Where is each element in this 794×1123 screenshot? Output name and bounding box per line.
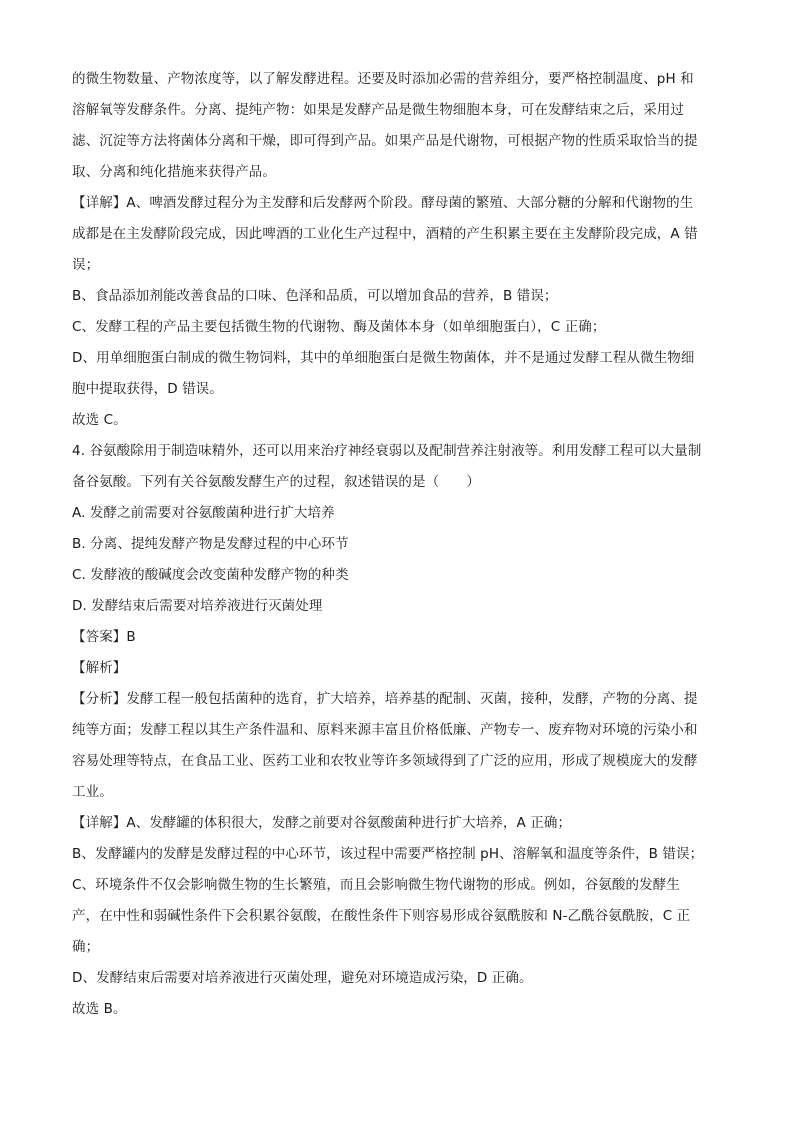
document-page (72, 64, 724, 1025)
answer-conclusion: 故选 B。 (72, 1001, 127, 1017)
text-line: 胞中提取获得，D 错误。 (72, 381, 223, 397)
text-line: 溶解氧等发酵条件。分离、提纯产物：如果是发酵产品是微生物细胞本身，可在发酵结束之后，采用过 (72, 102, 684, 118)
text-line: 的微生物数量、产物浓度等，以了解发酵进程。还要及时添加必需的营养组分，要严格控制温度、pH 和 (72, 71, 694, 87)
text-line: 滤、沉淀等方法将菌体分离和干燥，即可得到产品。如果产品是代谢物，可根据产物的性质采取恰当的提 (72, 133, 698, 149)
text-line: 确； (72, 939, 100, 955)
text-line: 成都是在主发酵阶段完成，因此啤酒的工业化生产过程中，酒精的产生积累主要在主发酵阶段完成，A 错 (72, 226, 698, 242)
detail-heading-line: 【详解】A、发酵罐的体积很大，发酵之前要对谷氨酸菌种进行扩大培养，A 正确； (72, 815, 572, 831)
choice-d: D. 发酵结束后需要对培养液进行灭菌处理 (72, 598, 323, 614)
option-d-explanation: D、用单细胞蛋白制成的微生物饲料，其中的单细胞蛋白是微生物菌体，并不是通过发酵工程从微生物细 (72, 350, 695, 366)
text-line: 产，在中性和弱碱性条件下会积累谷氨酸，在酸性条件下则容易形成谷氨酰胺和 N-乙酰谷氨酰胺，C 正 (72, 908, 691, 924)
question-4-stem: 备谷氨酸。下列有关谷氨酸发酵生产的过程，叙述错误的是（ ） (72, 474, 480, 490)
analysis-paragraph: 【分析】发酵工程一般包括菌种的选育，扩大培养，培养基的配制、灭菌，接种，发酵，产物的分离、提 (72, 691, 698, 707)
choice-a: A. 发酵之前需要对谷氨酸菌种进行扩大培养 (72, 505, 335, 521)
text-line: 容易处理等特点，在食品工业、医药工业和农牧业等许多领域得到了广泛的应用，形成了规模庞大的发酵 (72, 753, 698, 769)
option-d-explanation: D、发酵结束后需要对培养液进行灭菌处理，避免对环境造成污染，D 正确。 (72, 970, 533, 986)
question-4-stem: 4. 谷氨酸除用于制造味精外，还可以用来治疗神经衰弱以及配制营养注射液等。利用发酵工程可以大量制 (72, 443, 702, 459)
option-c-explanation: C、发酵工程的产品主要包括微生物的代谢物、酶及菌体本身（如单细胞蛋白），C 正确； (72, 319, 606, 335)
choice-b: B. 分离、提纯发酵产物是发酵过程的中心环节 (72, 536, 349, 552)
text-line: 取、分离和纯化措施来获得产品。 (72, 164, 276, 180)
text-line: 工业。 (72, 784, 113, 800)
option-b-explanation: B、食品添加剂能改善食品的口味、色泽和品质，可以增加食品的营养，B 错误； (72, 288, 558, 304)
answer-label: 【答案】B (72, 629, 136, 645)
analysis-label: 【解析】 (72, 660, 127, 676)
option-c-explanation: C、环境条件不仅会影响微生物的生长繁殖，而且会影响微生物代谢物的形成。例如，谷氨酸的发酵生 (72, 877, 680, 893)
choice-c: C. 发酵液的酸碱度会改变菌种发酵产物的种类 (72, 567, 349, 583)
answer-conclusion: 故选 C。 (72, 412, 127, 428)
option-b-explanation: B、发酵罐内的发酵是发酵过程的中心环节，该过程中需要严格控制 pH、溶解氧和温度等条件，B 错误； (72, 846, 704, 862)
text-line: 纯等方面；发酵工程以其生产条件温和、原料来源丰富且价格低廉、产物专一、废弃物对环境的污染小和 (72, 722, 698, 738)
detail-heading-line: 【详解】A、啤酒发酵过程分为主发酵和后发酵两个阶段。酵母菌的繁殖、大部分糖的分解和代谢物的生 (72, 195, 694, 211)
text-line: 误； (72, 257, 100, 273)
